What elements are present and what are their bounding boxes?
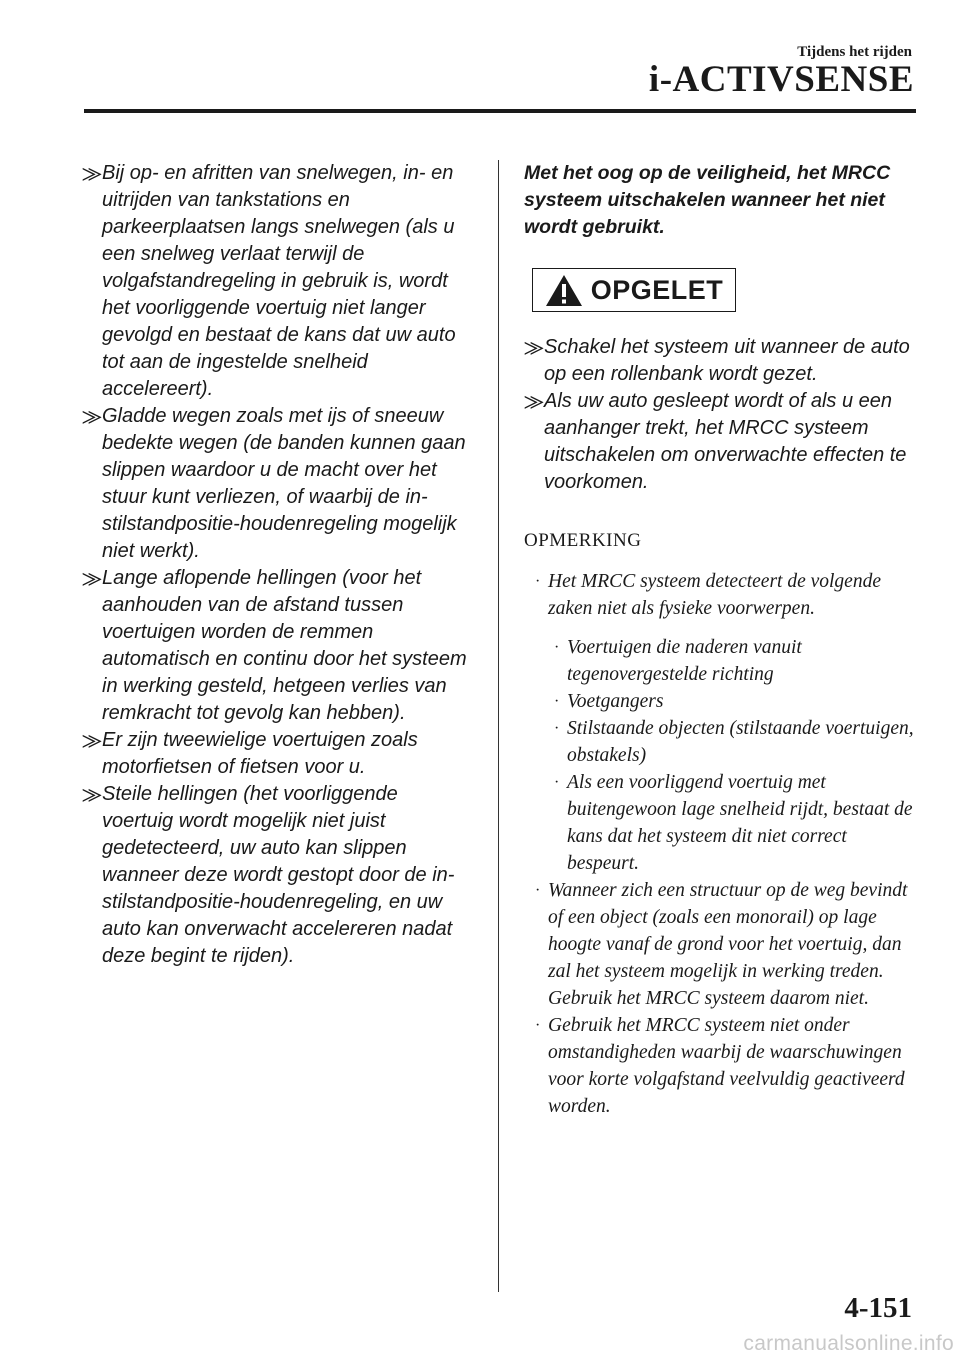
triangle-arrow-icon: ⨠ <box>82 569 102 588</box>
list-item <box>524 1012 920 1120</box>
list-item <box>524 334 920 388</box>
list-item <box>82 727 472 781</box>
list-item <box>524 877 920 1012</box>
note-list-continued <box>524 877 920 1120</box>
list-item-text: Als een voorliggend voertuig met buitengewoon lage snelheid rijdt, bestaat de kans dat het systeem dit niet correct bespeurt. <box>567 772 913 874</box>
list-item <box>82 565 472 727</box>
dot-icon: · <box>554 693 560 710</box>
triangle-arrow-icon: ⨠ <box>82 407 102 426</box>
list-item-text: Gladde wegen zoals met ijs of sneeuw bedekte wegen (de banden kunnen gaan slippen waardoor u de macht over het stuur kunt verliezen, of waarbij de in-stilstandpositie-houdenregeling mogelijk niet werkt). <box>102 405 466 562</box>
triangle-arrow-icon: ⨠ <box>82 164 102 183</box>
list-item-text: Voetgangers <box>567 691 664 712</box>
list-item-text: Als uw auto gesleept wordt of als u een aanhanger trekt, het MRCC systeem uitschakelen om onverwachte effecten te voorkomen. <box>544 390 907 493</box>
safety-warning: Met het oog op de veiligheid, het MRCC systeem uitschakelen wanneer het niet wordt gebruikt. <box>524 162 891 238</box>
list-item-text: Gebruik het MRCC systeem niet onder omstandigheden waarbij de waarschuwingen voor korte volgafstand veelvuldig geactiveerd worden. <box>548 1015 905 1117</box>
note-heading: OPMERKING <box>524 530 642 551</box>
list-item-text: Bij op- en afritten van snelwegen, in- en uitrijden van tankstations en parkeerplaatsen langs snelwegen (als u een snelweg verlaat terwijl de volgafstandregeling in gebruik is, wordt het voorliggende voertuig niet langer gevolgd en bestaat de kans dat uw auto tot aan de ingestelde snelheid accelereert). <box>102 162 456 400</box>
list-item <box>82 160 472 403</box>
list-item <box>524 769 920 877</box>
triangle-arrow-icon: ⨠ <box>82 785 102 804</box>
list-item-text: Stilstaande objecten (stilstaande voertuigen, obstakels) <box>567 718 914 766</box>
caution-banner <box>532 268 736 312</box>
list-item-text: Er zijn tweewielige voertuigen zoals motorfietsen of fietsen voor u. <box>102 729 418 778</box>
dot-icon: · <box>535 1017 541 1034</box>
dot-icon: · <box>535 882 541 899</box>
list-item-text: Lange aflopende hellingen (voor het aanhouden van de afstand tussen voertuigen worden de remmen automatisch en continu door het systeem in werking gesteld, hetgeen verlies van remkracht tot gevolg kan hebben). <box>102 567 467 724</box>
list-item <box>524 388 920 496</box>
page-number: 4-151 <box>844 1292 912 1324</box>
list-item <box>82 781 472 970</box>
list-item <box>524 688 920 715</box>
section-title: Tijdens het rijden <box>797 44 912 60</box>
dot-icon: · <box>535 573 541 590</box>
right-column <box>524 160 920 1120</box>
header-rule <box>84 109 916 113</box>
list-item <box>524 568 920 622</box>
list-item-text: Schakel het systeem uit wanneer de auto op een rollenbank wordt gezet. <box>544 336 910 385</box>
left-column <box>82 160 472 970</box>
triangle-arrow-icon: ⨠ <box>82 731 102 750</box>
dot-icon: · <box>554 720 560 737</box>
warning-triangle-icon <box>545 274 583 307</box>
list-item-text: Steile hellingen (het voorliggende voertuig wordt mogelijk niet juist gedetecteerd, uw auto kan slippen wanneer deze wordt gestopt door de in-stilstandpositie-houdenregeling, en uw auto kan onverwacht accelereren nadat deze begint te rijden). <box>102 783 455 967</box>
list-item <box>82 403 472 565</box>
list-item <box>524 634 920 688</box>
chapter-title: i-ACTIVSENSE <box>648 59 914 100</box>
list-item <box>524 715 920 769</box>
caution-label: OPGELET <box>590 274 724 305</box>
column-divider <box>498 160 499 1292</box>
triangle-arrow-icon: ⨠ <box>524 338 544 357</box>
caution-list <box>524 334 920 496</box>
note-list <box>524 568 920 622</box>
list-item-text: Het MRCC systeem detecteert de volgende zaken niet als fysieke voorwerpen. <box>548 571 881 619</box>
watermark: carmanualsonline.info <box>743 1332 954 1355</box>
list-item-text: Voertuigen die naderen vanuit tegenovergestelde richting <box>567 637 802 685</box>
list-item-text: Wanneer zich een structuur op de weg bevindt of een object (zoals een monorail) op lage hoogte vanaf de grond voor het voertuig, dan zal het systeem mogelijk in werking treden. Gebruik het MRCC systeem daarom niet. <box>548 880 908 1009</box>
condition-list <box>82 160 472 970</box>
dot-icon: · <box>554 774 560 791</box>
triangle-arrow-icon: ⨠ <box>524 392 544 411</box>
dot-icon: · <box>554 639 560 656</box>
note-sublist <box>524 634 920 877</box>
